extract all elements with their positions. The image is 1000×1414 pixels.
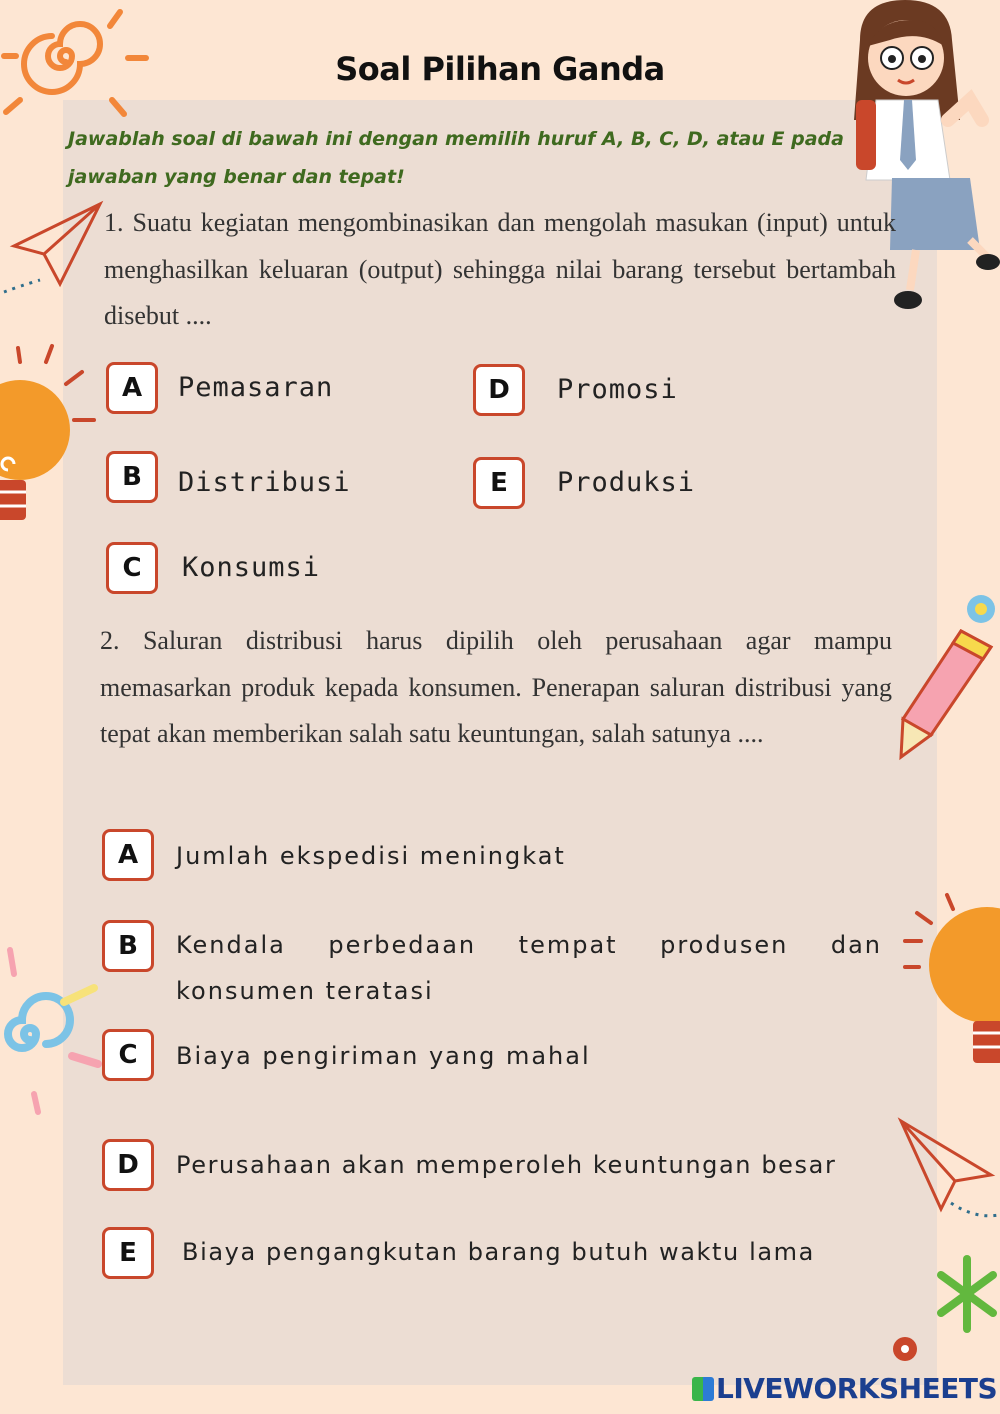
instruction-text: Jawablah soal di bawah ini dengan memilih huruf A, B, C, D, atau E pada jawaban yang benar dan tepat! xyxy=(68,128,844,188)
q2-option-b-label xyxy=(176,922,882,1014)
paper-plane-icon xyxy=(895,1115,1000,1225)
q2-option-c-button[interactable]: C xyxy=(102,1029,154,1081)
liveworksheets-logo: LIVEWORKSHEETS xyxy=(692,1372,997,1405)
paper-plane-icon xyxy=(0,200,110,300)
q2-option-e-label: Biaya pengangkutan barang butuh waktu lama xyxy=(182,1238,815,1266)
q1-option-b-label: Distribusi xyxy=(178,467,351,498)
question-2-text: 2. Saluran distribusi harus dipilih oleh perusahaan agar mampu memasarkan produk kepada konsumen. Penerapan saluran distribusi yang tepat akan memberikan salah satu keuntungan, salah satunya .... xyxy=(100,626,892,748)
q1-option-d-label: Promosi xyxy=(557,374,678,405)
q2-option-c-label: Biaya pengiriman yang mahal xyxy=(176,1042,591,1070)
q2-option-d-label: Perusahaan akan memperoleh keuntungan besar xyxy=(176,1151,837,1179)
q1-option-c-button[interactable]: C xyxy=(106,542,158,594)
light-bulb-icon xyxy=(895,885,1000,1070)
liveworksheets-mark-icon xyxy=(692,1377,714,1401)
q2-option-e-button[interactable]: E xyxy=(102,1227,154,1279)
q2-option-d-button[interactable]: D xyxy=(102,1139,154,1191)
q2-option-a-button[interactable]: A xyxy=(102,829,154,881)
q2-option-b-line1: Kendala perbedaan tempat produsen dan xyxy=(176,931,882,959)
q2-option-b-line2: konsumen teratasi xyxy=(176,977,434,1005)
q2-option-b-button[interactable]: B xyxy=(102,920,154,972)
sparkle-icon xyxy=(935,1255,1000,1335)
q1-option-d-button[interactable]: D xyxy=(473,364,525,416)
light-bulb-icon xyxy=(0,340,100,530)
q1-option-c-label: Konsumsi xyxy=(182,552,321,583)
q1-option-e-button[interactable]: E xyxy=(473,457,525,509)
question-1-text: 1. Suatu kegiatan mengombinasikan dan mengolah masukan (input) untuk menghasilkan keluaran (output) sehingga nilai barang tersebut bertambah disebut .... xyxy=(104,208,896,330)
q1-option-a-label: Pemasaran xyxy=(178,372,334,403)
q1-option-b-button[interactable]: B xyxy=(106,451,158,503)
q1-option-a-button[interactable]: A xyxy=(106,362,158,414)
page-title: Soal Pilihan Ganda xyxy=(335,50,665,88)
dot-icon xyxy=(890,1334,920,1364)
pencil-icon xyxy=(895,585,1000,765)
q1-option-e-label: Produksi xyxy=(557,467,696,498)
q2-option-a-label: Jumlah ekspedisi meningkat xyxy=(176,842,566,870)
lollipop-icon xyxy=(0,940,110,1120)
